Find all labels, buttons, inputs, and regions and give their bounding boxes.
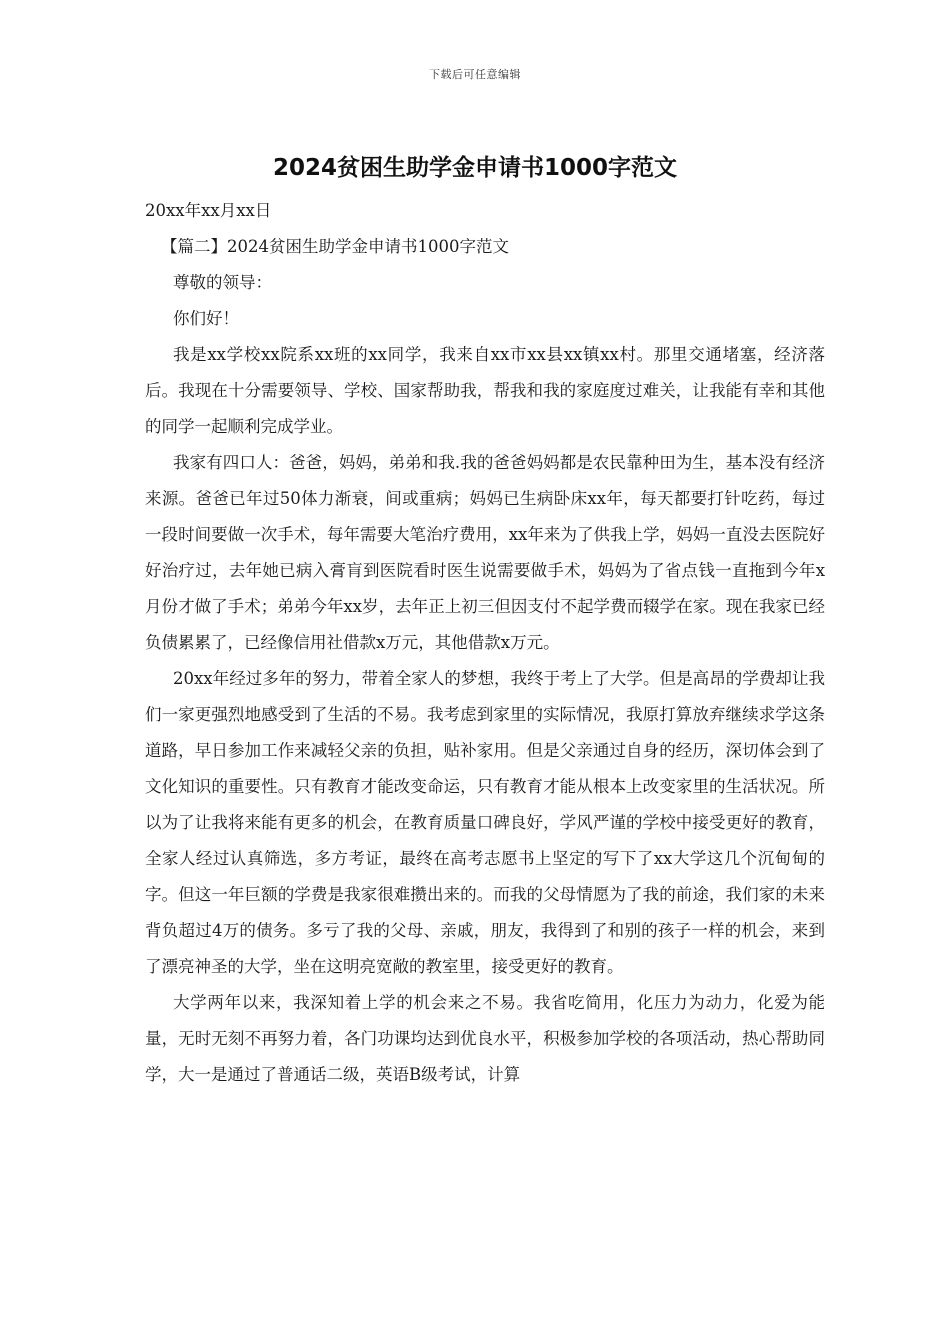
section-heading: 【篇二】2024贫困生助学金申请书1000字范文 <box>161 237 509 256</box>
paragraph-family: 我家有四口人：爸爸，妈妈，弟弟和我.我的爸爸妈妈都是农民靠种田为生，基本没有经济来源。爸爸已年过50体力渐衰，间或重病；妈妈已生病卧床xx年，每天都要打针吃药，每过一段时间要做一次手术，每年需要大笔治疗费用，xx年来为了供我上学，妈妈一直没去医院好好治疗过，去年她已病入膏肓到医院看时医生说需要做手术，妈妈为了省点钱一直拖到今年x月份才做了手术；弟弟今年xx岁，去年正上初三但因支付不起学费而辍学在家。现在我家已经负债累累了，已经像信用社借款x万元，其他借款x万元。 <box>145 453 825 652</box>
document-body <box>145 193 825 1093</box>
paragraph-college: 20xx年经过多年的努力，带着全家人的梦想，我终于考上了大学。但是高昂的学费却让我们一家更强烈地感受到了生活的不易。我考虑到家里的实际情况，我原打算放弃继续求学这条道路，早日参加工作来减轻父亲的负担，贴补家用。但是父亲通过自身的经历，深切体会到了文化知识的重要性。只有教育才能改变命运，只有教育才能从根本上改变家里的生活状况。所以为了让我将来能有更多的机会，在教育质量口碑良好，学风严谨的学校中接受更好的教育，全家人经过认真筛选，多方考证，最终在高考志愿书上坚定的写下了xx大学这几个沉甸甸的字。但这一年巨额的学费是我家很难攒出来的。而我的父母情愿为了我的前途，我们家的未来背负超过4万的债务。多亏了我的父母、亲戚，朋友，我得到了和别的孩子一样的机会，来到了漂亮神圣的大学，坐在这明亮宽敞的教室里，接受更好的教育。 <box>145 669 825 976</box>
date-line: 20xx年xx月xx日 <box>145 201 272 220</box>
paragraph-intro: 我是xx学校xx院系xx班的xx同学，我来自xx市xx县xx镇xx村。那里交通堵塞，经济落后。我现在十分需要领导、学校、国家帮助我，帮我和我的家庭度过难关，让我能有幸和其他的同学一起顺利完成学业。 <box>145 345 825 436</box>
greeting: 你们好！ <box>173 309 239 328</box>
page-header-note: 下载后可任意编辑 <box>429 68 521 81</box>
salutation: 尊敬的领导： <box>173 273 272 292</box>
document-title: 2024贫困生助学金申请书1000字范文 <box>272 155 678 181</box>
paragraph-study: 大学两年以来，我深知着上学的机会来之不易。我省吃简用，化压力为动力，化爱为能量，无时无刻不再努力着，各门功课均达到优良水平，积极参加学校的各项活动，热心帮助同学，大一是通过了普通话二级，英语B级考试，计算 <box>145 993 825 1084</box>
